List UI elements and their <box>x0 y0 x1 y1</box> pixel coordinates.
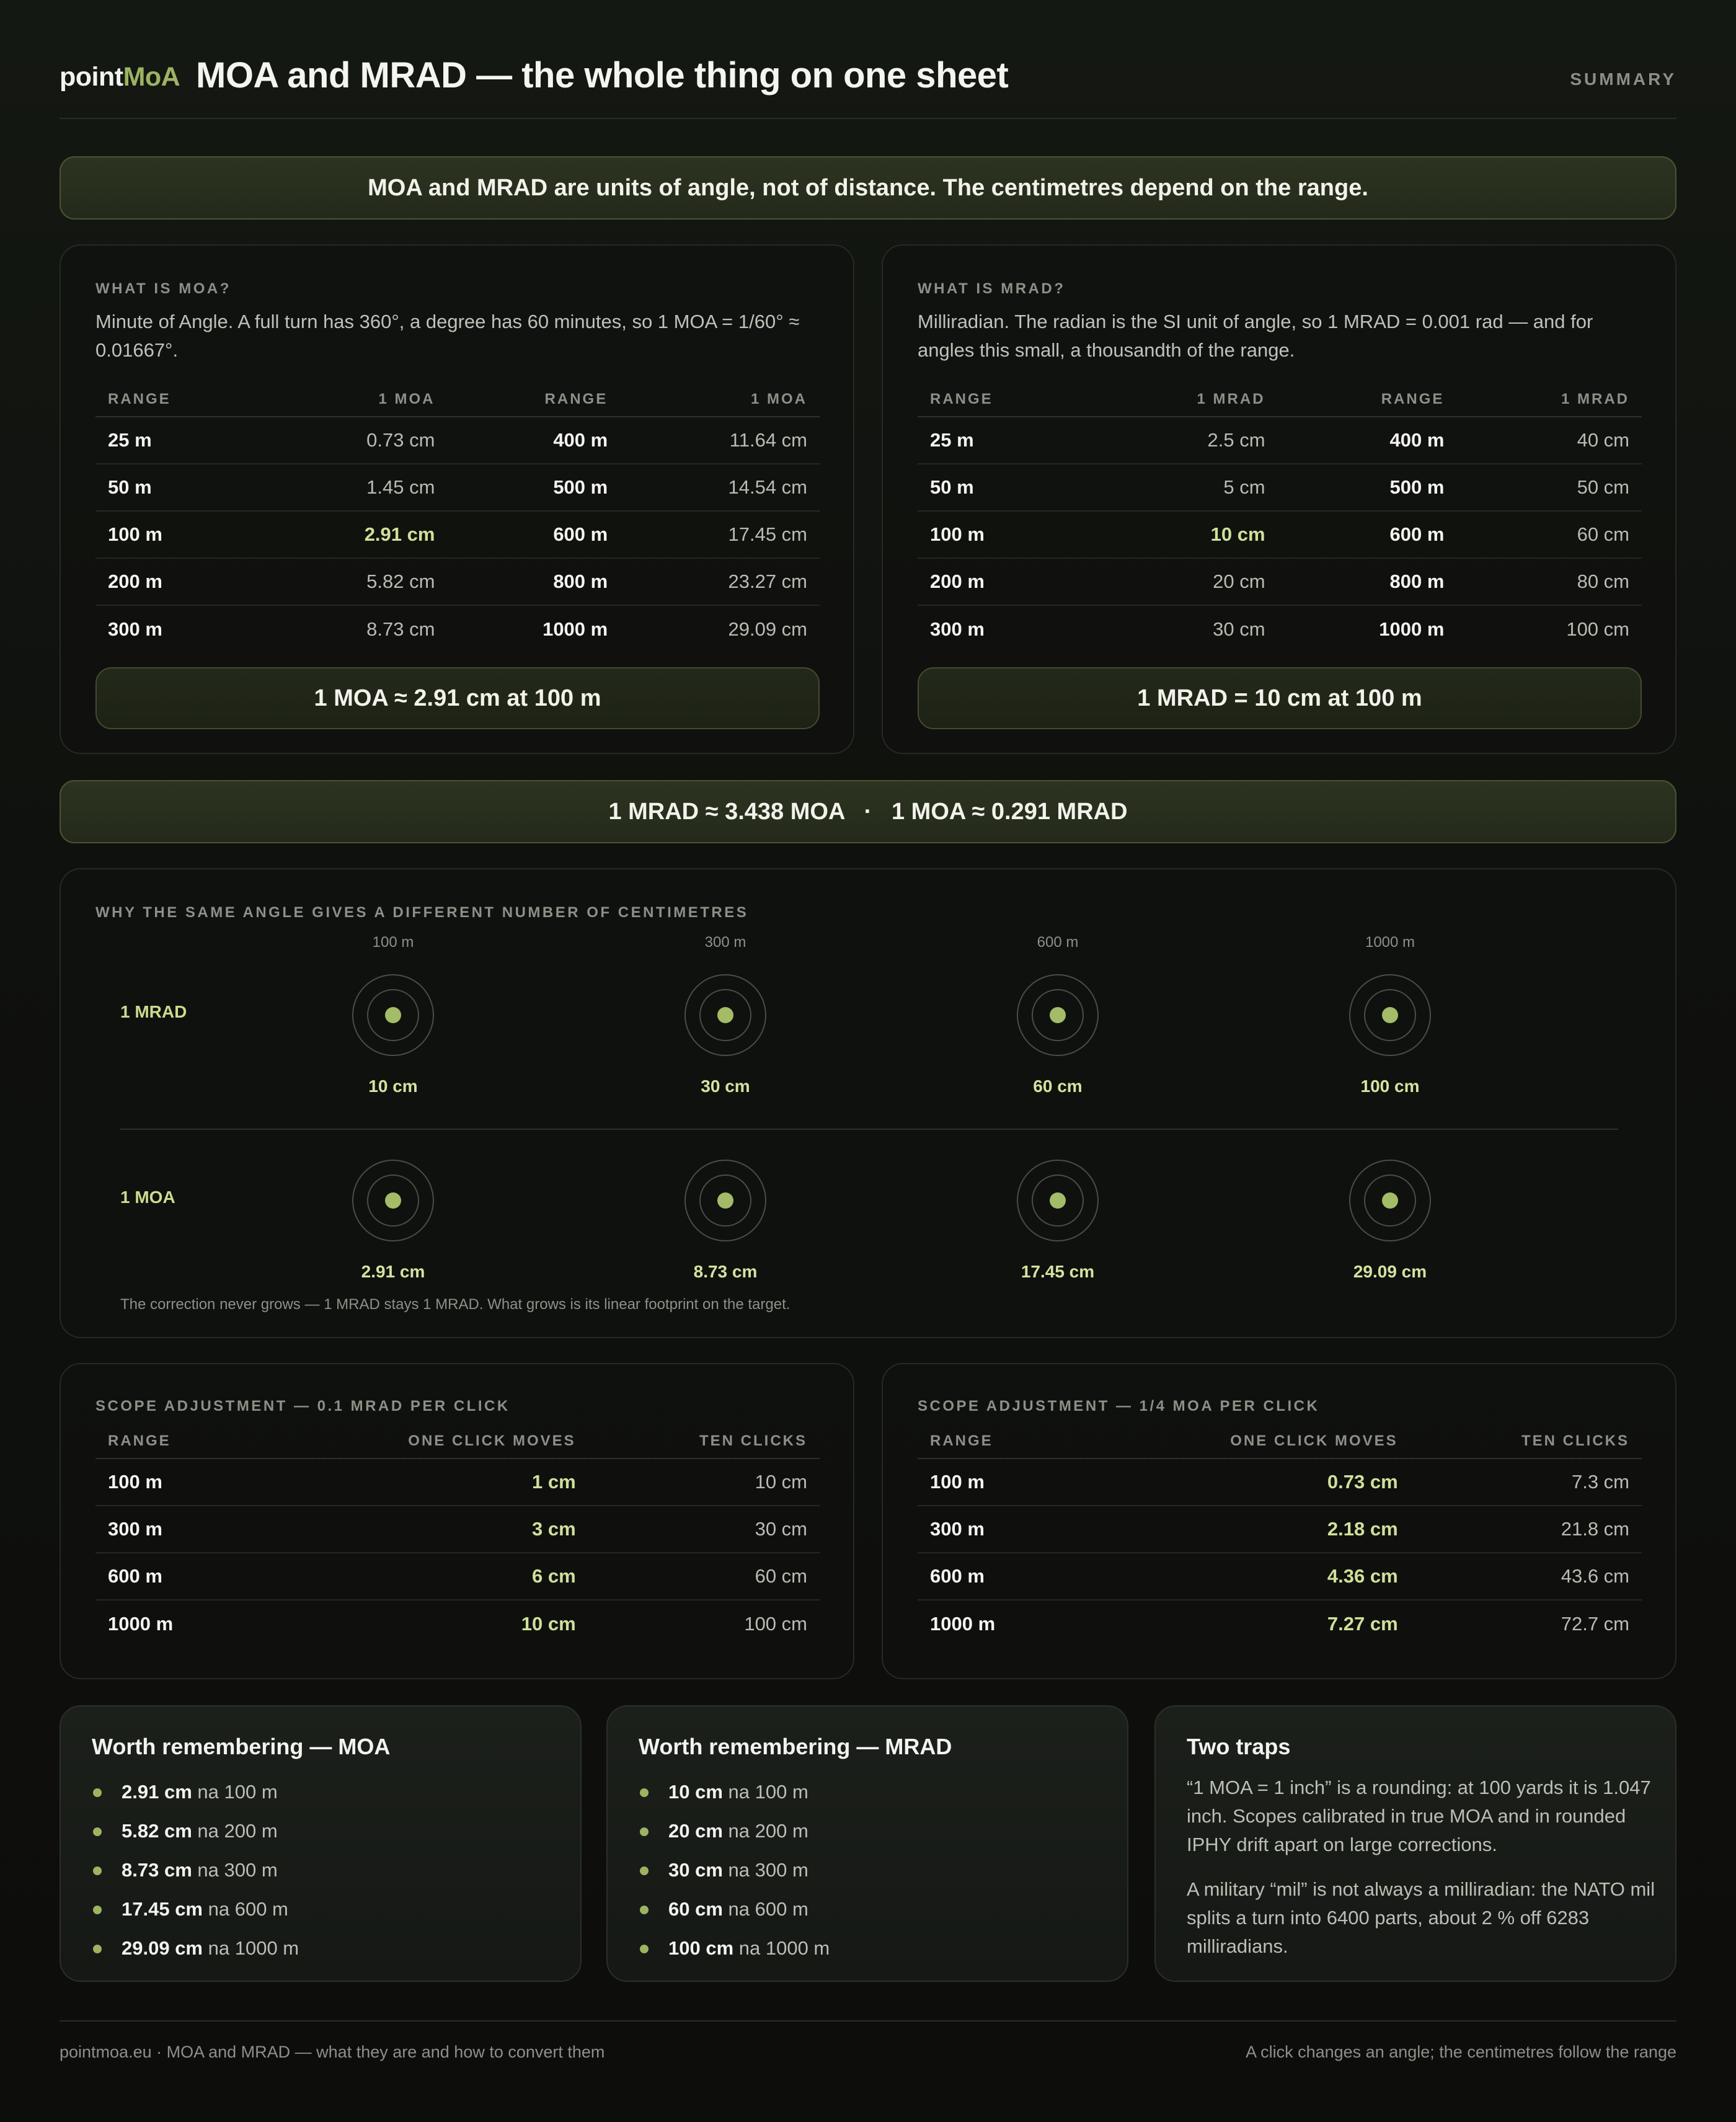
footer-left: pointmoa.eu · MOA and MRAD — what they are and how to convert them <box>60 2043 605 2061</box>
table-cell: 2.91 cm <box>264 511 447 558</box>
table-cell: 30 cm <box>1213 618 1265 640</box>
table-cell: 43.6 cm <box>1410 1553 1642 1600</box>
col-header: 1 MOA <box>264 382 447 417</box>
moa-summary-pill: 1 MOA ≈ 2.91 cm at 100 m <box>95 667 820 729</box>
table-cell: 100 m <box>95 511 264 558</box>
table-cell: 100 m <box>918 511 1092 558</box>
moa-card <box>60 244 854 754</box>
col-header: 1 MOA <box>620 382 820 417</box>
table-row <box>918 1458 1642 1506</box>
table-cell: 0.73 cm <box>1074 1458 1410 1506</box>
table-row <box>918 464 1642 511</box>
header <box>60 43 1676 119</box>
traps-box <box>1154 1705 1676 1982</box>
list-item-value: 5.82 cm <box>122 1820 192 1842</box>
table-cell: 1.45 cm <box>264 464 447 511</box>
table-cell: 800 m <box>447 558 620 605</box>
table-header-row <box>95 1424 820 1458</box>
table-cell: 1000 m <box>1379 618 1445 640</box>
table-cell: 25 m <box>95 417 264 464</box>
mrad-table <box>918 382 1642 652</box>
table-cell: 600 m <box>95 1553 252 1600</box>
target-icon <box>1016 974 1099 1057</box>
distance-label: 600 m <box>1037 934 1079 951</box>
remember-moa-list <box>92 1772 299 1968</box>
col-header: RANGE <box>95 1424 252 1458</box>
table-cell: 600 m <box>447 511 620 558</box>
distance-label: 100 m <box>372 934 414 951</box>
table-cell: 29.09 cm <box>728 618 807 640</box>
list-item <box>92 1772 299 1811</box>
list-item-value: 100 cm <box>668 1937 734 1959</box>
table-cell: 14.54 cm <box>620 464 820 511</box>
table-cell: 4.36 cm <box>1074 1553 1410 1600</box>
target-icon <box>1016 1159 1099 1242</box>
col-header: RANGE <box>918 382 1092 417</box>
mrad-card <box>882 244 1676 754</box>
table-cell: 400 m <box>1278 417 1457 464</box>
table-cell: 300 m <box>95 1506 252 1553</box>
distance-label: 300 m <box>704 934 746 951</box>
list-item-value: 17.45 cm <box>122 1898 203 1920</box>
table-cell: 2.18 cm <box>1074 1506 1410 1553</box>
list-item <box>92 1850 299 1889</box>
mrad-description: Milliradian. The radian is the SI unit of angle, so 1 MRAD = 0.001 rad — and for angles this small, a thousandth of the range. <box>918 311 1593 361</box>
footprint-value: 2.91 cm <box>361 1262 425 1281</box>
table-cell: 100 m <box>918 1458 1074 1506</box>
page-title: MOA and MRAD — the whole thing on one sheet <box>196 55 1009 95</box>
trap-paragraph-2: A military “mil” is not always a milliradian: the NATO mil splits a turn into 6400 parts, about 2 % off 6283 milliradians. <box>1187 1878 1655 1957</box>
list-item-range: na 1000 m <box>208 1937 299 1959</box>
remember-mrad-list <box>639 1772 830 1968</box>
list-item-value: 30 cm <box>668 1859 723 1881</box>
target-icon <box>1348 1159 1432 1242</box>
col-header: ONE CLICK MOVES <box>252 1424 588 1458</box>
why-caption: WHY THE SAME ANGLE GIVES A DIFFERENT NUMBER OF CENTIMETRES <box>95 904 749 921</box>
footprint-value: 30 cm <box>701 1077 750 1096</box>
table-cell: 500 m <box>1278 464 1457 511</box>
table-cell: 7.27 cm <box>1327 1612 1398 1635</box>
table-cell: 200 m <box>95 558 264 605</box>
list-item <box>92 1929 299 1968</box>
footprint-value: 60 cm <box>1033 1077 1083 1096</box>
table-cell: 5 cm <box>1092 464 1278 511</box>
table-row <box>918 1600 1642 1647</box>
table-row <box>95 464 820 511</box>
summary-label: SUMMARY <box>1570 69 1676 89</box>
table-row <box>95 1600 820 1647</box>
table-cell: 7.3 cm <box>1410 1458 1642 1506</box>
table-cell: 1000 m <box>930 1612 996 1635</box>
moa-caption: WHAT IS MOA? <box>95 280 231 297</box>
table-cell: 10 cm <box>1092 511 1278 558</box>
table-cell: 10 cm <box>588 1458 820 1506</box>
remember-mrad-box <box>606 1705 1128 1982</box>
footer-right: A click changes an angle; the centimetres follow the range <box>1246 2043 1676 2061</box>
table-row <box>95 1458 820 1506</box>
table-cell: 300 m <box>918 1506 1074 1553</box>
why-card <box>60 868 1676 1338</box>
list-item-range: na 600 m <box>208 1898 288 1920</box>
list-item-range: na 1000 m <box>738 1937 830 1959</box>
table-cell: 5.82 cm <box>264 558 447 605</box>
list-item-range: na 600 m <box>728 1898 808 1920</box>
why-note: The correction never grows — 1 MRAD stays 1 MRAD. What grows is its linear footprint on the target. <box>120 1296 790 1313</box>
table-row <box>918 1553 1642 1600</box>
row-label-moa: 1 MOA <box>120 1188 175 1207</box>
list-item <box>639 1772 830 1811</box>
table-cell: 20 cm <box>1092 558 1278 605</box>
distance-label: 1000 m <box>1365 934 1415 951</box>
table-cell: 600 m <box>918 1553 1074 1600</box>
table-cell: 1000 m <box>542 618 608 640</box>
brand-part-a: point <box>60 62 123 92</box>
target-icon <box>352 974 435 1057</box>
table-cell: 11.64 cm <box>620 417 820 464</box>
target-icon <box>1348 974 1432 1057</box>
conversion-banner: 1 MRAD ≈ 3.438 MOA · 1 MOA ≈ 0.291 MRAD <box>60 780 1676 843</box>
top-banner: MOA and MRAD are units of angle, not of distance. The centimetres depend on the range. <box>60 156 1676 220</box>
table-row <box>918 558 1642 605</box>
remember-moa-title: Worth remembering — MOA <box>92 1734 391 1759</box>
table-header-row <box>918 1424 1642 1458</box>
table-cell: 300 m <box>108 618 162 640</box>
footprint-value: 10 cm <box>368 1077 418 1096</box>
table-row <box>95 417 820 464</box>
target-icon <box>352 1159 435 1242</box>
table-cell: 500 m <box>447 464 620 511</box>
row-label-mrad: 1 MRAD <box>120 1002 187 1021</box>
remember-mrad-title: Worth remembering — MRAD <box>639 1734 952 1759</box>
list-item-range: na 300 m <box>197 1859 278 1881</box>
table-cell: 100 cm <box>744 1612 807 1635</box>
list-item <box>639 1811 830 1850</box>
table-cell: 80 cm <box>1456 558 1642 605</box>
table-cell: 50 m <box>918 464 1092 511</box>
scope-moa-caption: SCOPE ADJUSTMENT — 1/4 MOA PER CLICK <box>918 1398 1320 1414</box>
mrad-caption: WHAT IS MRAD? <box>918 280 1066 297</box>
table-row <box>95 558 820 605</box>
scope-mrad-table <box>95 1424 820 1647</box>
table-row <box>95 605 820 652</box>
table-cell: 23.27 cm <box>620 558 820 605</box>
scope-mrad-card <box>60 1363 854 1679</box>
table-cell: 30 cm <box>588 1506 820 1553</box>
list-item-value: 60 cm <box>668 1898 723 1920</box>
table-cell: 100 m <box>95 1458 252 1506</box>
target-icon <box>684 1159 767 1242</box>
table-cell: 1 cm <box>252 1458 588 1506</box>
table-cell: 0.73 cm <box>264 417 447 464</box>
list-item-range: na 200 m <box>728 1820 808 1842</box>
table-cell: 300 m <box>930 618 985 640</box>
table-row <box>918 417 1642 464</box>
list-item <box>639 1850 830 1889</box>
table-cell: 17.45 cm <box>620 511 820 558</box>
list-item-value: 8.73 cm <box>122 1859 192 1881</box>
table-cell: 800 m <box>1278 558 1457 605</box>
table-row <box>918 1506 1642 1553</box>
table-header-row <box>95 382 820 417</box>
col-header: 1 MRAD <box>1456 382 1642 417</box>
footprint-value: 8.73 cm <box>693 1262 758 1281</box>
table-header-row <box>918 382 1642 417</box>
table-cell: 72.7 cm <box>1561 1612 1629 1635</box>
brand-part-b: MoA <box>123 62 180 92</box>
list-item-range: na 300 m <box>728 1859 808 1881</box>
list-item-range: na 100 m <box>197 1781 278 1803</box>
table-row <box>95 511 820 558</box>
col-header: RANGE <box>447 382 620 417</box>
table-cell: 40 cm <box>1456 417 1642 464</box>
col-header: RANGE <box>95 382 264 417</box>
table-cell: 10 cm <box>521 1612 576 1635</box>
footprint-value: 100 cm <box>1360 1077 1420 1096</box>
scope-moa-table <box>918 1424 1642 1647</box>
mrad-summary-pill: 1 MRAD = 10 cm at 100 m <box>918 667 1642 729</box>
table-cell: 400 m <box>447 417 620 464</box>
table-cell: 200 m <box>918 558 1092 605</box>
scope-moa-card <box>882 1363 1676 1679</box>
table-row <box>918 511 1642 558</box>
divider <box>120 1129 1618 1130</box>
table-cell: 21.8 cm <box>1410 1506 1642 1553</box>
table-cell: 8.73 cm <box>366 618 435 640</box>
table-row <box>95 1553 820 1600</box>
table-row <box>95 1506 820 1553</box>
target-icon <box>684 974 767 1057</box>
list-item <box>639 1929 830 1968</box>
table-cell: 2.5 cm <box>1092 417 1278 464</box>
footprint-value: 29.09 cm <box>1353 1262 1427 1281</box>
scope-mrad-caption: SCOPE ADJUSTMENT — 0.1 MRAD PER CLICK <box>95 1398 510 1414</box>
list-item-value: 20 cm <box>668 1820 723 1842</box>
table-row <box>918 605 1642 652</box>
list-item-value: 29.09 cm <box>122 1937 203 1959</box>
footprint-value: 17.45 cm <box>1021 1262 1095 1281</box>
list-item-range: na 100 m <box>728 1781 808 1803</box>
table-cell: 60 cm <box>1456 511 1642 558</box>
col-header: TEN CLICKS <box>588 1424 820 1458</box>
table-cell: 25 m <box>918 417 1092 464</box>
footer <box>60 2020 1676 2061</box>
trap-paragraph-1: “1 MOA = 1 inch” is a rounding: at 100 yards it is 1.047 inch. Scopes calibrated in true MOA and in rounded IPHY drift apart on large corrections. <box>1187 1777 1651 1855</box>
remember-moa-box <box>60 1705 582 1982</box>
table-cell: 1000 m <box>108 1612 174 1635</box>
table-cell: 3 cm <box>252 1506 588 1553</box>
list-item <box>92 1889 299 1929</box>
list-item <box>92 1811 299 1850</box>
table-cell: 600 m <box>1278 511 1457 558</box>
moa-description: Minute of Angle. A full turn has 360°, a degree has 60 minutes, so 1 MOA = 1/60° ≈ 0.01667°. <box>95 311 800 361</box>
table-cell: 50 cm <box>1456 464 1642 511</box>
table-cell: 60 cm <box>588 1553 820 1600</box>
table-cell: 6 cm <box>252 1553 588 1600</box>
traps-title: Two traps <box>1187 1734 1291 1759</box>
brand-logo[interactable] <box>60 62 180 92</box>
col-header: TEN CLICKS <box>1410 1424 1642 1458</box>
list-item <box>639 1889 830 1929</box>
moa-table <box>95 382 820 652</box>
list-item-range: na 200 m <box>197 1820 278 1842</box>
col-header: 1 MRAD <box>1092 382 1278 417</box>
col-header: RANGE <box>1278 382 1457 417</box>
list-item-value: 10 cm <box>668 1781 723 1803</box>
col-header: ONE CLICK MOVES <box>1074 1424 1410 1458</box>
table-cell: 50 m <box>95 464 264 511</box>
list-item-value: 2.91 cm <box>122 1781 192 1803</box>
col-header: RANGE <box>918 1424 1074 1458</box>
table-cell: 100 cm <box>1566 618 1629 640</box>
